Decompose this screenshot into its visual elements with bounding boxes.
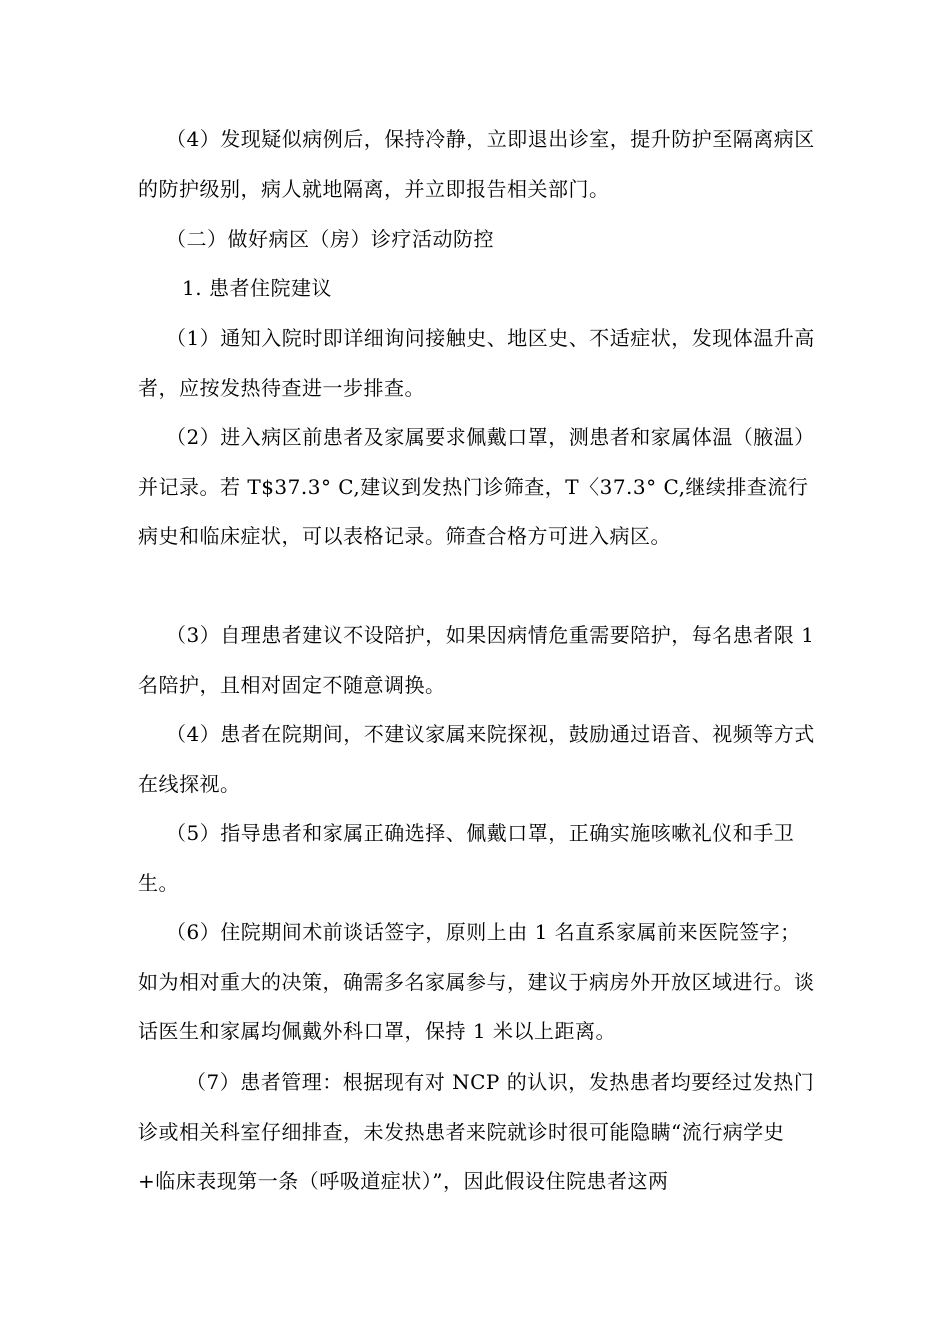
paragraph-3-escort: （3）自理患者建议不设陪护，如果因病情危重需要陪护，每名患者限 1 名陪护，且相对固定不随意调换。 [138, 623, 815, 697]
section-heading-ward-control: （二）做好病区（房）诊疗活动防控 [166, 227, 494, 251]
paragraph-7-patient-management: （7）患者管理：根据现有对 NCP 的认识，发热患者均要经过发热门诊或相关科室仔细排查，未发热患者来院就诊时很可能隐瞒“流行病学史+临床表现第一条（呼吸道症状）”，因此假设住院患者这两 [138, 1070, 815, 1193]
paragraph-2-ward-entry: （2）进入病区前患者及家属要求佩戴口罩，测患者和家属体温（腋温）并记录。若 T$37.3° C,建议到发热门诊筛查，T〈37.3° C,继续排查流行病史和临床症状，可以表格记录。筛查合格方可进入病区。 [138, 425, 815, 548]
subsection-heading-admission: 1. 患者住院建议 [182, 276, 332, 300]
paragraph-1-admission-inquiry: （1）通知入院时即详细询问接触史、地区史、不适症状，发现体温升高者，应按发热待查进一步排查。 [138, 326, 815, 400]
paragraph-6-consent-talk: （6）住院期间术前谈话签字，原则上由 1 名直系家属前来医院签字；如为相对重大的决策，确需多名家属参与，建议于病房外开放区域进行。谈话医生和家属均佩戴外科口罩，保持 1 米以上距离。 [138, 920, 815, 1043]
paragraph-4-visiting: （4）患者在院期间，不建议家属来院探视，鼓励通过语音、视频等方式在线探视。 [138, 722, 815, 796]
paragraph-5-mask-guidance: （5）指导患者和家属正确选择、佩戴口罩，正确实施咳嗽礼仪和手卫生。 [138, 821, 795, 895]
paragraph-4-suspected-case: （4）发现疑似病例后，保持冷静，立即退出诊室，提升防护至隔离病区的防护级别，病人就地隔离，并立即报告相关部门。 [138, 127, 815, 201]
